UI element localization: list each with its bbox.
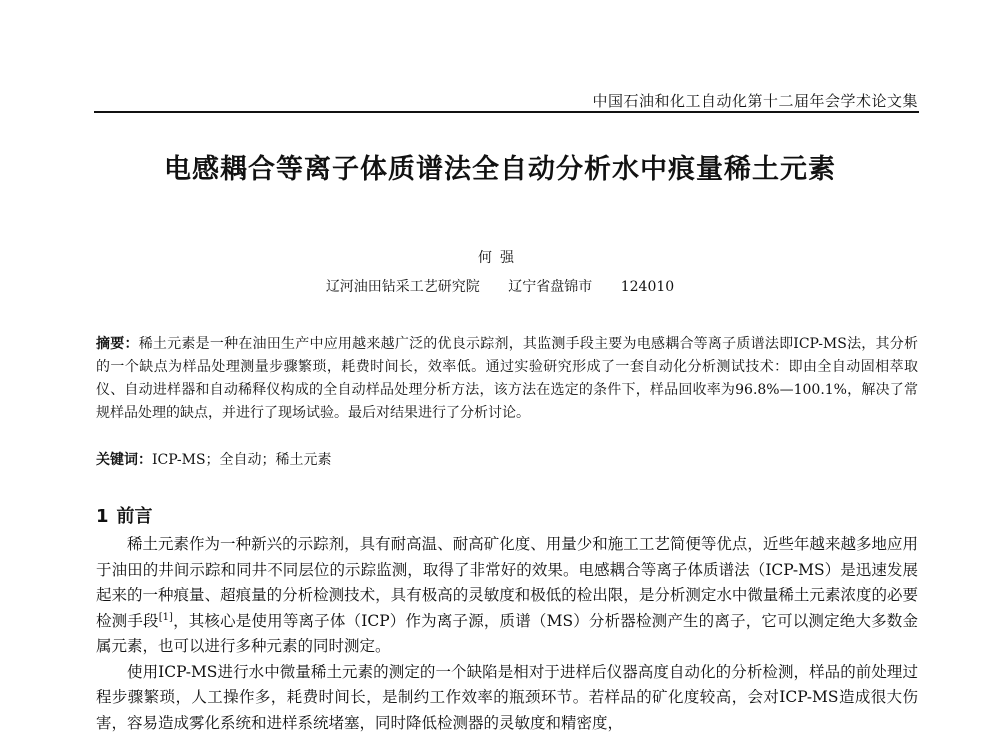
keywords (96, 449, 332, 469)
header-rule (94, 111, 919, 113)
section-heading (96, 502, 153, 528)
keywords-text: ICP-MS；全自动；稀土元素 (152, 452, 332, 468)
author-name: 何强 (478, 250, 522, 266)
body-text (96, 532, 918, 736)
affiliation-postcode: 124010 (620, 279, 675, 295)
keywords-label: 关键词： (96, 452, 152, 468)
paragraph-1-part-b: ，其核心是使用等离子体（ICP）作为离子源，质谱（MS）分析器检测产生的离子，它可以测定绝大多数金属元素，也可以进行多种元素的同时测定。 (96, 611, 918, 655)
abstract-text: 稀土元素是一种在油田生产中应用越来越广泛的优良示踪剂，其监测手段主要为电感耦合等离子质谱法即ICP-MS法，其分析的一个缺点为样品处理测量步骤繁琐，耗费时间长，效率低。通过实验研究形成了一套自动化分析测试技术：即由全自动固相萃取仪、自动进样器和自动稀释仪构成的全自动样品处理分析方法，该方法在选定的条件下，样品回收率为96.8%—100.1%，解决了常规样品处理的缺点，并进行了现场试验。最后对结果进行了分析讨论。 (96, 336, 918, 421)
running-head: 中国石油和化工自动化第十二届年会学术论文集 (592, 92, 918, 110)
paper-title: 电感耦合等离子体质谱法全自动分析水中痕量稀土元素 (164, 154, 836, 185)
section-number: 1 (96, 506, 109, 527)
affiliation-institute: 辽河油田钻采工艺研究院 (325, 279, 480, 295)
paragraph-2: 使用ICP-MS进行水中微量稀土元素的测定的一个缺陷是相对于进样后仪器高度自动化的分析检测，样品的前处理过程步骤繁琐，人工操作多，耗费时间长，是制约工作效率的瓶颈环节。若样品的矿化度较高，会对ICP-MS造成很大伤害，容易造成雾化系统和进样系统堵塞，同时降低检测器的灵敏度和精密度， (96, 662, 918, 732)
affiliation-location: 辽宁省盘锦市 (508, 279, 593, 295)
abstract (96, 333, 918, 425)
abstract-label: 摘要： (96, 336, 139, 352)
paragraph-1 (96, 532, 918, 660)
paragraph-1-part-a: 稀土元素作为一种新兴的示踪剂，具有耐高温、耐高矿化度、用量少和施工工艺简便等优点，近些年越来越多地应用于油田的井间示踪和同井不同层位的示踪监测，取得了非常好的效果。电感耦合等离子体质谱法（ICP-MS）是迅速发展起来的一种痕量、超痕量的分析检测技术，具有极高的灵敏度和极低的检出限，是分析测定水中微量稀土元素浓度的必要检测手段 (96, 535, 918, 630)
citation-ref: [1] (158, 611, 173, 623)
affiliation (0, 276, 1000, 296)
section-title: 前言 (116, 506, 153, 527)
